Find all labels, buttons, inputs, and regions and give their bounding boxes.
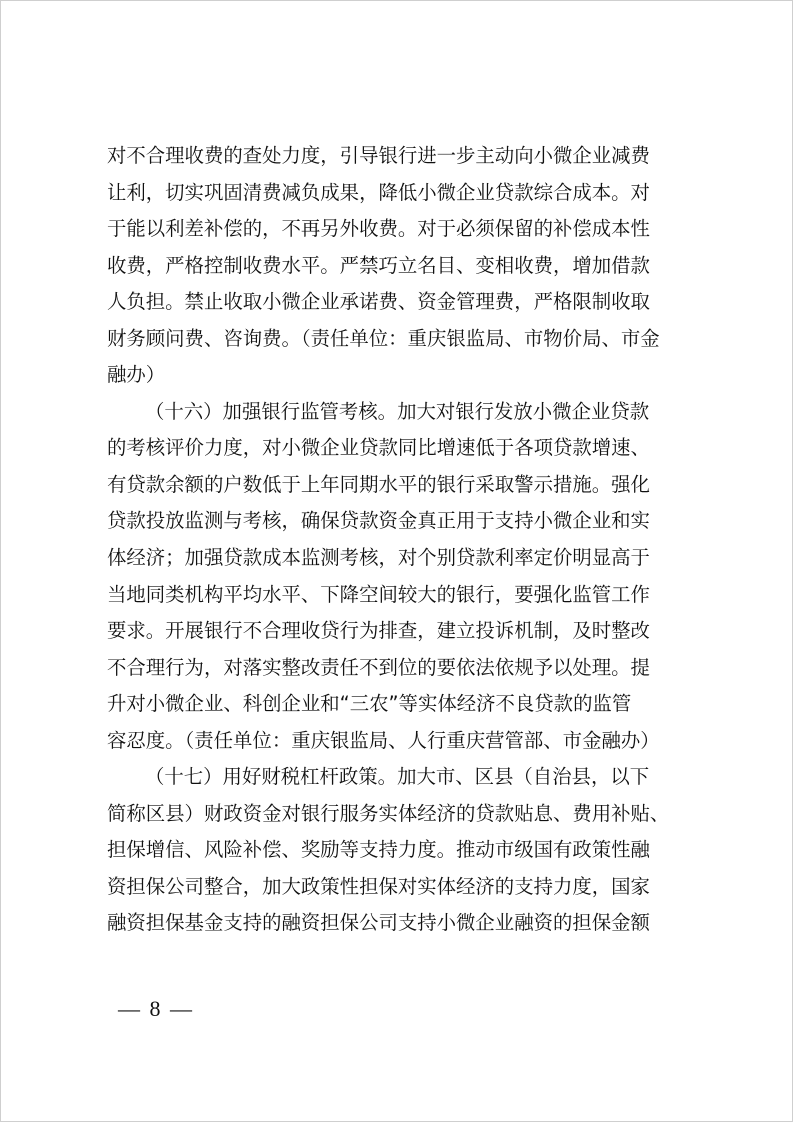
text-line: 于能以利差补偿的，不再另外收费。对于必须保留的补偿成本性 [107, 217, 650, 241]
text-line: 资担保公司整合，加大政策性担保对实体经济的支持力度，国家 [107, 874, 650, 898]
text-line: 简称区县）财政资金对银行服务实体经济的贷款贴息、费用补贴、 [107, 801, 670, 825]
paragraph-first-line: （十六）加强银行监管考核。加大对银行发放小微企业贷款 [145, 399, 650, 423]
text-line: 当地同类机构平均水平、下降空间较大的银行，要强化监管工作 [107, 582, 650, 606]
text-line: 容忍度。（责任单位：重庆银监局、人行重庆营管部、市金融办） [107, 728, 660, 752]
text-line: 融资担保基金支持的融资担保公司支持小微企业融资的担保金额 [107, 911, 650, 935]
text-line: 贷款投放监测与考核，确保贷款资金真正用于支持小微企业和实 [107, 509, 650, 533]
text-line: 对不合理收费的查处力度，引导银行进一步主动向小微企业减费 [107, 144, 650, 167]
text-line: 的考核评价力度，对小微企业贷款同比增速低于各项贷款增速、 [107, 436, 650, 460]
text-line: 财务顾问费、咨询费。（责任单位：重庆银监局、市物价局、市金 [107, 326, 660, 350]
text-line: 有贷款余额的户数低于上年同期水平的银行采取警示措施。强化 [107, 472, 650, 496]
text-line: 体经济；加强贷款成本监测考核，对个别贷款利率定价明显高于 [107, 546, 650, 570]
text-line: 收费，严格控制收费水平。严禁巧立名目、变相收费，增加借款 [107, 253, 650, 277]
document-body [107, 138, 697, 942]
text-line: 人负担。禁止收取小微企业承诺费、资金管理费，严格限制收取 [107, 290, 650, 314]
text-line: 融办） [107, 363, 166, 387]
text-line: 担保增信、风险补偿、奖励等支持力度。推动市级国有政策性融 [107, 838, 650, 862]
paragraph-first-line: （十七）用好财税杠杆政策。加大市、区县（自治县，以下 [145, 765, 650, 789]
page-number: — 8 — [118, 996, 194, 1021]
text-line: 让利，切实巩固清费减负成果，降低小微企业贷款综合成本。对 [107, 180, 650, 204]
text-line: 升对小微企业、科创企业和“三农”等实体经济不良贷款的监管 [107, 692, 632, 716]
text-line: 要求。开展银行不合理收贷行为排查，建立投诉机制，及时整改 [107, 619, 650, 643]
text-line: 不合理行为，对落实整改责任不到位的要依法依规予以处理。提 [107, 655, 650, 679]
